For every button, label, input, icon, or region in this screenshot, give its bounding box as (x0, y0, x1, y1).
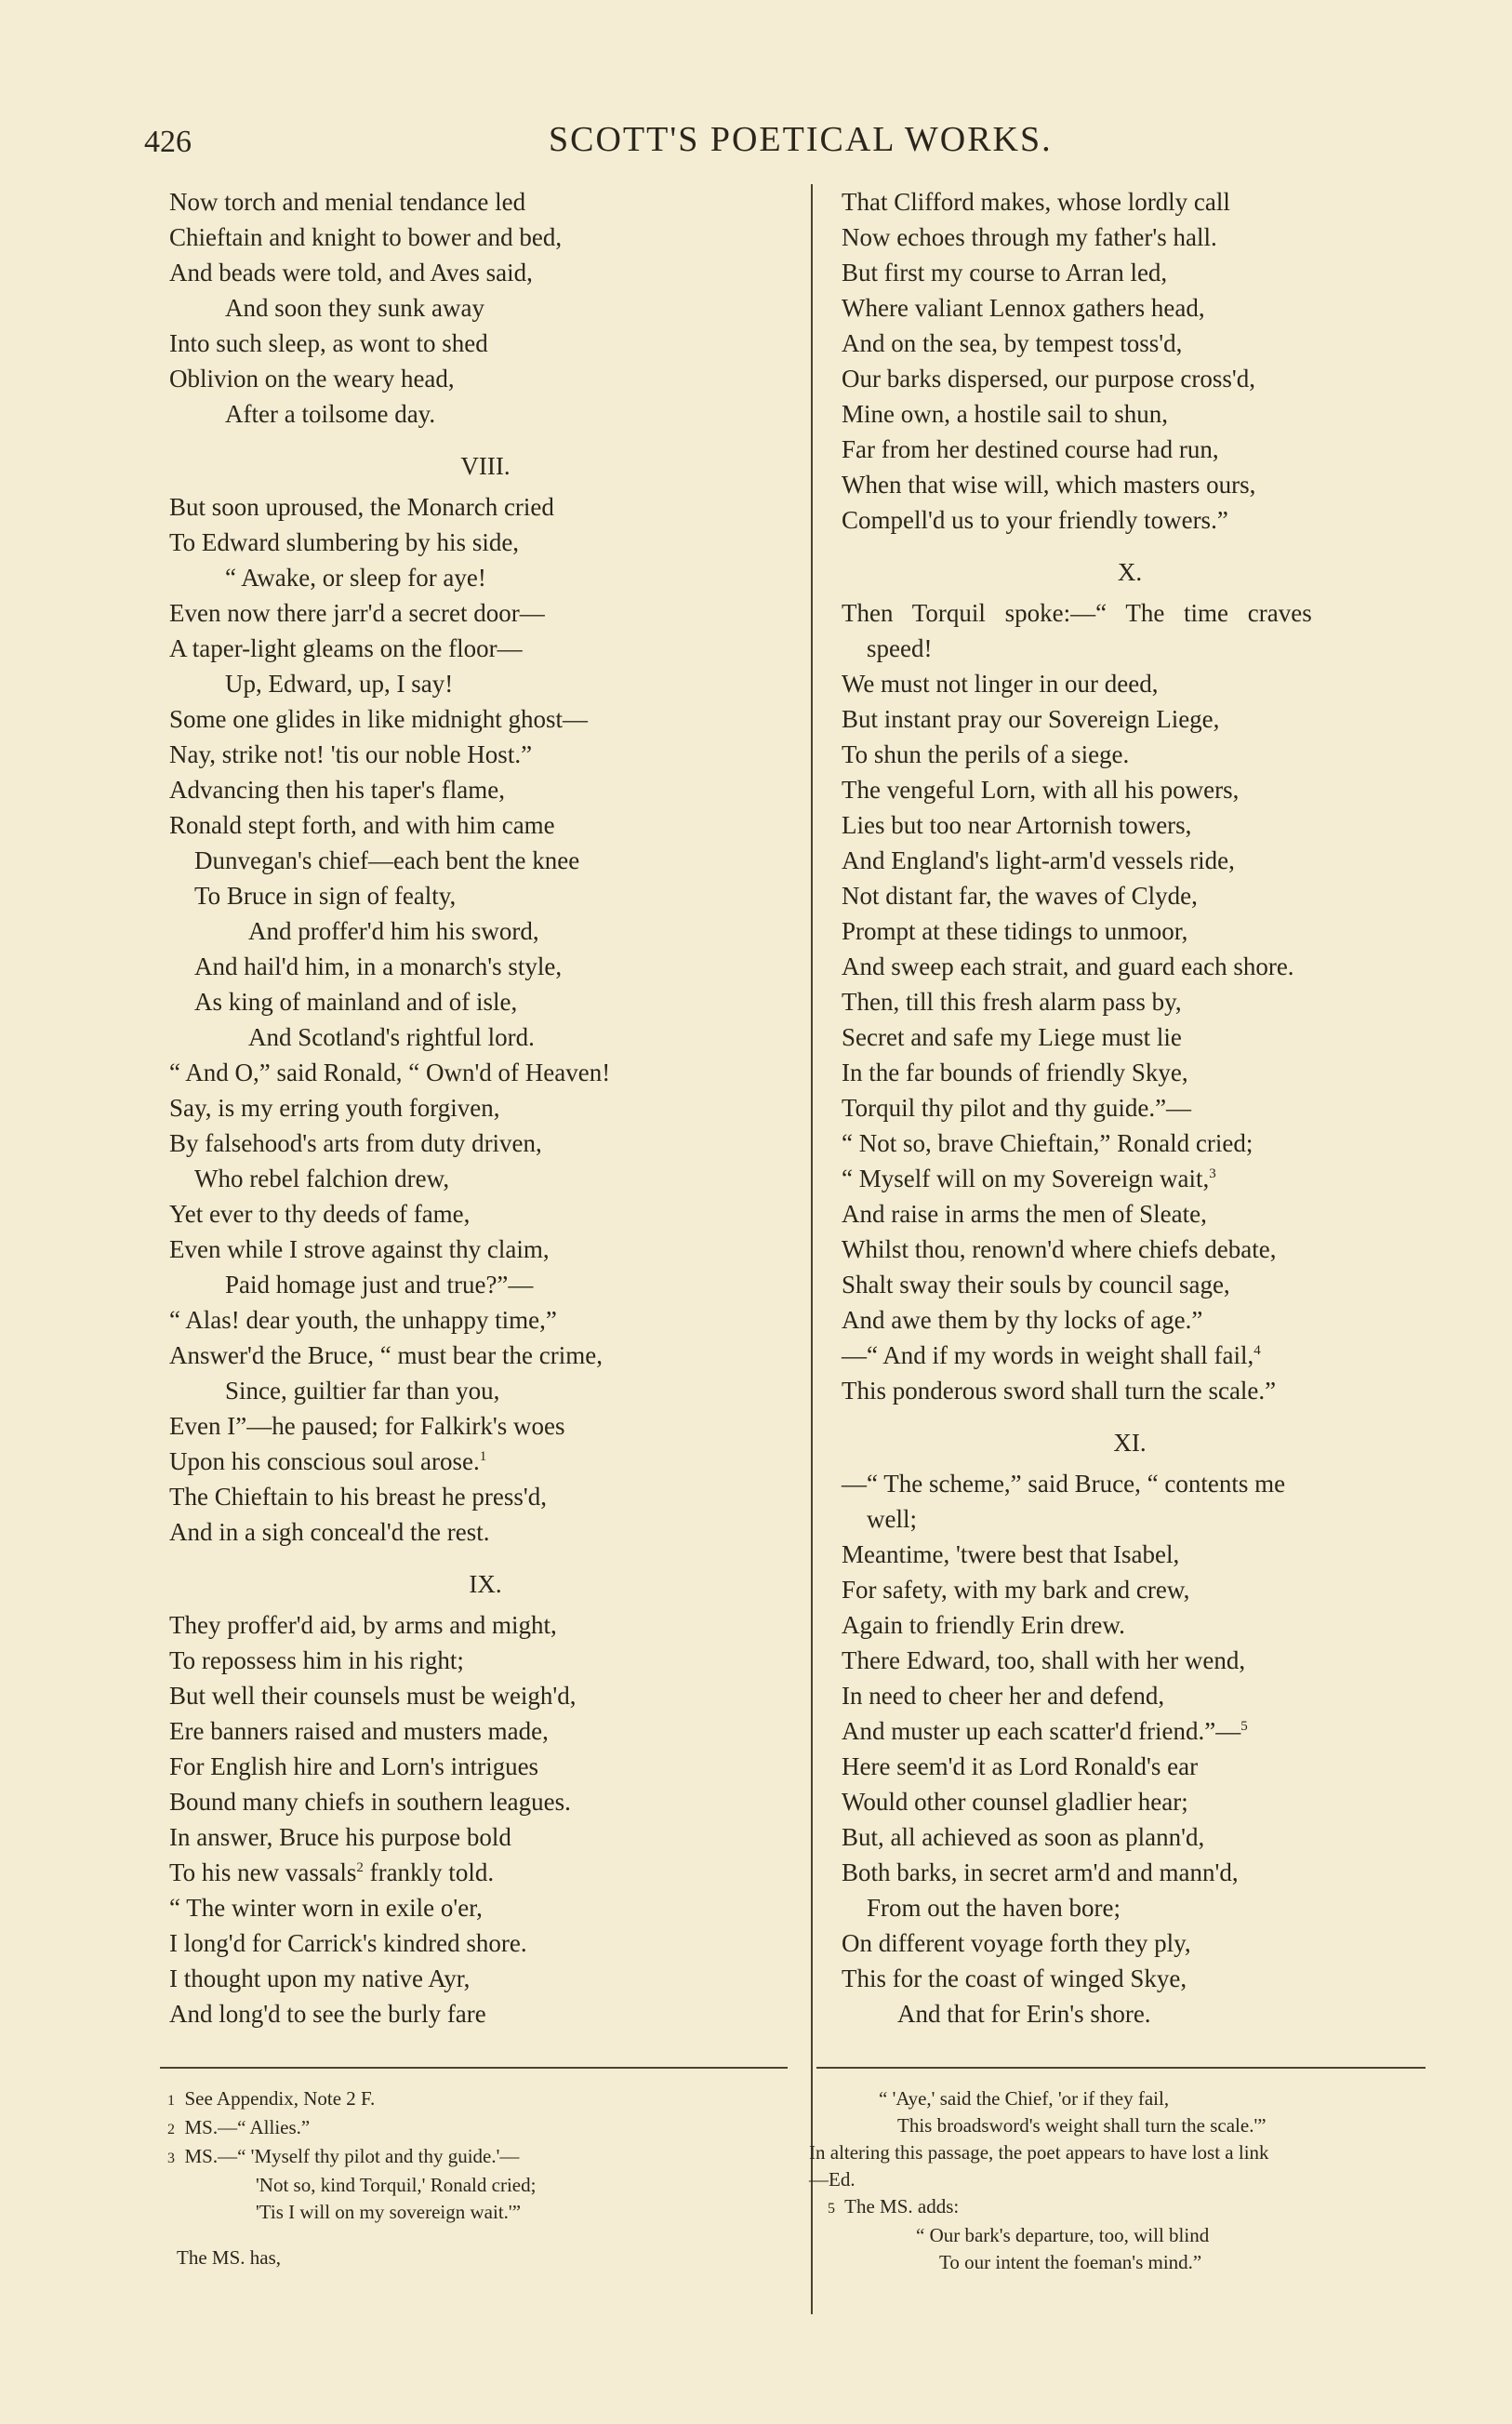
poem-line: To Edward slumbering by his side, (169, 528, 520, 556)
running-title: SCOTT'S POETICAL WORKS. (549, 120, 1053, 159)
footnote-3-line: 'Tis I will on my sovereign wait.'” (256, 2201, 522, 2223)
page-number: 426 (144, 125, 192, 159)
poem-line: By falsehood's arts from duty driven, (169, 1129, 542, 1157)
poem-line: Compell'd us to your friendly towers.” (842, 506, 1228, 534)
poem-line: I long'd for Carrick's kindred shore. (169, 1929, 527, 1957)
poem-line: To repossess him in his right; (169, 1646, 464, 1674)
poem-line: For English hire and Lorn's intrigues (169, 1752, 539, 1780)
poem-line: Where valiant Lennox gathers head, (842, 294, 1205, 322)
poem-line: But instant pray our Sovereign Liege, (842, 705, 1220, 733)
page-header (144, 119, 1074, 166)
poem-line: Since, guiltier far than you, (225, 1377, 500, 1405)
footnote-marker: 5 (1240, 1719, 1248, 1734)
poem-line: Then, till this fresh alarm pass by, (842, 988, 1182, 1016)
poem-line: That Clifford makes, whose lordly call (842, 188, 1230, 216)
footnote-divider (160, 2067, 788, 2069)
column-divider (811, 184, 813, 2314)
poem-line: The Chieftain to his breast he press'd, (169, 1483, 548, 1511)
poem-line: Far from her destined course had run, (842, 435, 1219, 463)
poem-line: And Scotland's rightful lord. (248, 1023, 535, 1051)
footnote-4-line: —Ed. (809, 2168, 855, 2191)
poem-line: Dunvegan's chief—each bent the knee (194, 846, 580, 874)
poem-line: Now echoes through my father's hall. (842, 223, 1217, 251)
poem-line: Advancing then his taper's flame, (169, 776, 506, 804)
footnote-3-line: 'Not so, kind Torquil,' Ronald cried; (256, 2174, 537, 2196)
poem-line: A taper-light gleams on the floor— (169, 634, 523, 662)
right-column (842, 184, 1418, 2031)
footnote-4-line: “ 'Aye,' said the Chief, 'or if they fail, (879, 2087, 1170, 2110)
poem-line: To Bruce in sign of fealty, (194, 882, 457, 910)
poem-line: To his new vassals$^2$ frankly told. (169, 1858, 495, 1886)
poem-line: And that for Erin's shore. (897, 2000, 1151, 2028)
poem-line: And in a sigh conceal'd the rest. (169, 1518, 490, 1546)
poem-line: Bound many chiefs in southern leagues. (169, 1788, 571, 1816)
poem-line: Upon his conscious soul arose.$^1$ (169, 1447, 487, 1475)
poem-line: In need to cheer her and defend, (842, 1682, 1165, 1710)
poem-line: speed! (867, 634, 933, 662)
footnote-5-line: To our intent the foeman's mind.” (939, 2251, 1202, 2273)
poem-line: Even now there jarr'd a secret door— (169, 599, 545, 627)
poem-line: Lies but too near Artornish towers, (842, 811, 1192, 839)
poem-line: We must not linger in our deed, (842, 670, 1159, 698)
poem-line: And beads were told, and Aves said, (169, 259, 533, 286)
poem-line: “ And O,” said Ronald, “ Own'd of Heaven! (169, 1059, 611, 1086)
poem-line: Mine own, a hostile sail to shun, (842, 400, 1168, 428)
poem-line: “ Awake, or sleep for aye! (225, 564, 486, 592)
left-column (169, 184, 802, 2031)
poem-line: Prompt at these tidings to unmoor, (842, 917, 1188, 945)
footnote-5-line: “ Our bark's departure, too, will blind (916, 2224, 1210, 2246)
footnote-marker: 2 (356, 1860, 364, 1875)
poem-line: “ Alas! dear youth, the unhappy time,” (169, 1306, 557, 1334)
poem-line: Would other counsel gladlier hear; (842, 1788, 1188, 1816)
poem-line: Oblivion on the weary head, (169, 365, 455, 393)
poem-line: Torquil thy pilot and thy guide.”— (842, 1094, 1192, 1122)
poem-line: Who rebel falchion drew, (194, 1165, 450, 1192)
poem-line: And raise in arms the men of Sleate, (842, 1200, 1207, 1228)
footnote-4-line: In altering this passage, the poet appears to have lost a link (809, 2141, 1269, 2164)
poem-line: Shalt sway their souls by council sage, (842, 1271, 1230, 1299)
poem-line: But well their counsels must be weigh'd, (169, 1682, 577, 1710)
poem-line: Say, is my erring youth forgiven, (169, 1094, 500, 1122)
poem-line: From out the haven bore; (867, 1894, 1121, 1922)
poem-line: The vengeful Lorn, with all his powers, (842, 776, 1240, 804)
poem-line: And proffer'd him his sword, (248, 917, 539, 945)
poem-line: In the far bounds of friendly Skye, (842, 1059, 1188, 1086)
poem-line: And muster up each scatter'd friend.”—$^5$ (842, 1717, 1248, 1745)
footnote-marker: 1 (479, 1449, 487, 1464)
poem-line: Even while I strove against thy claim, (169, 1235, 550, 1263)
footnote-4-line: This broadsword's weight shall turn the scale.'” (897, 2114, 1267, 2137)
poem-line: Yet ever to thy deeds of fame, (169, 1200, 471, 1228)
footnote-marker: 4 (1253, 1343, 1261, 1358)
poem-line: Whilst thou, renown'd where chiefs debate, (842, 1235, 1277, 1263)
stanza-heading-x: X. (1117, 558, 1143, 586)
poem-line: On different voyage forth they ply, (842, 1929, 1191, 1957)
footnote-1: 1 See Appendix, Note 2 F. (167, 2087, 376, 2110)
poem-line: I thought upon my native Ayr, (169, 1965, 471, 1992)
footnote-marker: 3 (1209, 1166, 1216, 1181)
footnote-3: 3 MS.—“ 'Myself thy pilot and thy guide.'— (167, 2145, 520, 2167)
stanza-heading-ix: IX. (469, 1570, 502, 1598)
poem-line: In answer, Bruce his purpose bold (169, 1823, 511, 1851)
poem-line: But first my course to Arran led, (842, 259, 1168, 286)
poem-line: And hail'd him, in a monarch's style, (194, 952, 563, 980)
poem-line: Both barks, in secret arm'd and mann'd, (842, 1858, 1239, 1886)
poem-line: Up, Edward, up, I say! (225, 670, 454, 698)
poem-line: This ponderous sword shall turn the scale.” (842, 1377, 1277, 1405)
poem-line: And awe them by thy locks of age.” (842, 1306, 1203, 1334)
poem-line: well; (867, 1505, 917, 1533)
poem-line: Some one glides in like midnight ghost— (169, 705, 588, 733)
poem-line: Here seem'd it as Lord Ronald's ear (842, 1752, 1199, 1780)
poem-line: As king of mainland and of isle, (194, 988, 518, 1016)
poem-line: Now torch and menial tendance led (169, 188, 526, 216)
footnote-divider (816, 2067, 1426, 2069)
footnote-5: 5 The MS. adds: (828, 2195, 960, 2218)
footnotes-left (167, 2085, 800, 2271)
poem-line: Nay, strike not! 'tis our noble Host.” (169, 740, 533, 768)
poem-line: —“ The scheme,” said Bruce, “ contents me (842, 1470, 1286, 1498)
footnotes-right (809, 2085, 1451, 2276)
poem-line: “ Not so, brave Chieftain,” Ronald cried; (842, 1129, 1253, 1157)
poem-line: Meantime, 'twere best that Isabel, (842, 1540, 1180, 1568)
poem-line: And sweep each strait, and guard each shore. (842, 952, 1294, 980)
poem-line: “ Myself will on my Sovereign wait,$^3$ (842, 1165, 1216, 1192)
poem-line: And soon they sunk away (225, 294, 484, 322)
poem-line: Ronald stept forth, and with him came (169, 811, 555, 839)
stanza-heading-xi: XI. (1113, 1429, 1147, 1457)
poem-line: This for the coast of winged Skye, (842, 1965, 1187, 1992)
poem-line: Our barks dispersed, our purpose cross'd, (842, 365, 1256, 393)
footnote-2: 2 MS.—“ Allies.” (167, 2116, 311, 2138)
poem-line: They proffer'd aid, by arms and might, (169, 1611, 557, 1639)
poem-line: But, all achieved as soon as plann'd, (842, 1823, 1205, 1851)
poem-line: “ The winter worn in exile o'er, (169, 1894, 483, 1922)
poem-line: Ere banners raised and musters made, (169, 1717, 549, 1745)
poem-line: Chieftain and knight to bower and bed, (169, 223, 563, 251)
stanza-heading-viii: VIII. (460, 452, 511, 480)
poem-line: And long'd to see the burly fare (169, 2000, 486, 2028)
poem-line: After a toilsome day. (225, 400, 436, 428)
poem-line: Not distant far, the waves of Clyde, (842, 882, 1198, 910)
poem-line: Again to friendly Erin drew. (842, 1611, 1125, 1639)
poem-line: —“ And if my words in weight shall fail,$^4$ (842, 1341, 1261, 1369)
poem-line: Even I”—he paused; for Falkirk's woes (169, 1412, 565, 1440)
poem-line: Paid homage just and true?”— (225, 1271, 534, 1299)
poem-line: When that wise will, which masters ours, (842, 471, 1256, 499)
poem-line: Answer'd the Bruce, “ must bear the crime, (169, 1341, 603, 1369)
footnote-4-start: The MS. has, (177, 2246, 281, 2269)
poem-line: Then Torquil spoke:—“ The time craves (842, 599, 1312, 627)
poem-line: There Edward, too, shall with her wend, (842, 1646, 1246, 1674)
poem-line: And on the sea, by tempest toss'd, (842, 329, 1183, 357)
poem-line: But soon uproused, the Monarch cried (169, 493, 554, 521)
poem-line: And England's light-arm'd vessels ride, (842, 846, 1235, 874)
poem-line: Secret and safe my Liege must lie (842, 1023, 1182, 1051)
poem-line: To shun the perils of a siege. (842, 740, 1130, 768)
poem-line: For safety, with my bark and crew, (842, 1576, 1190, 1604)
poem-line: Into such sleep, as wont to shed (169, 329, 488, 357)
